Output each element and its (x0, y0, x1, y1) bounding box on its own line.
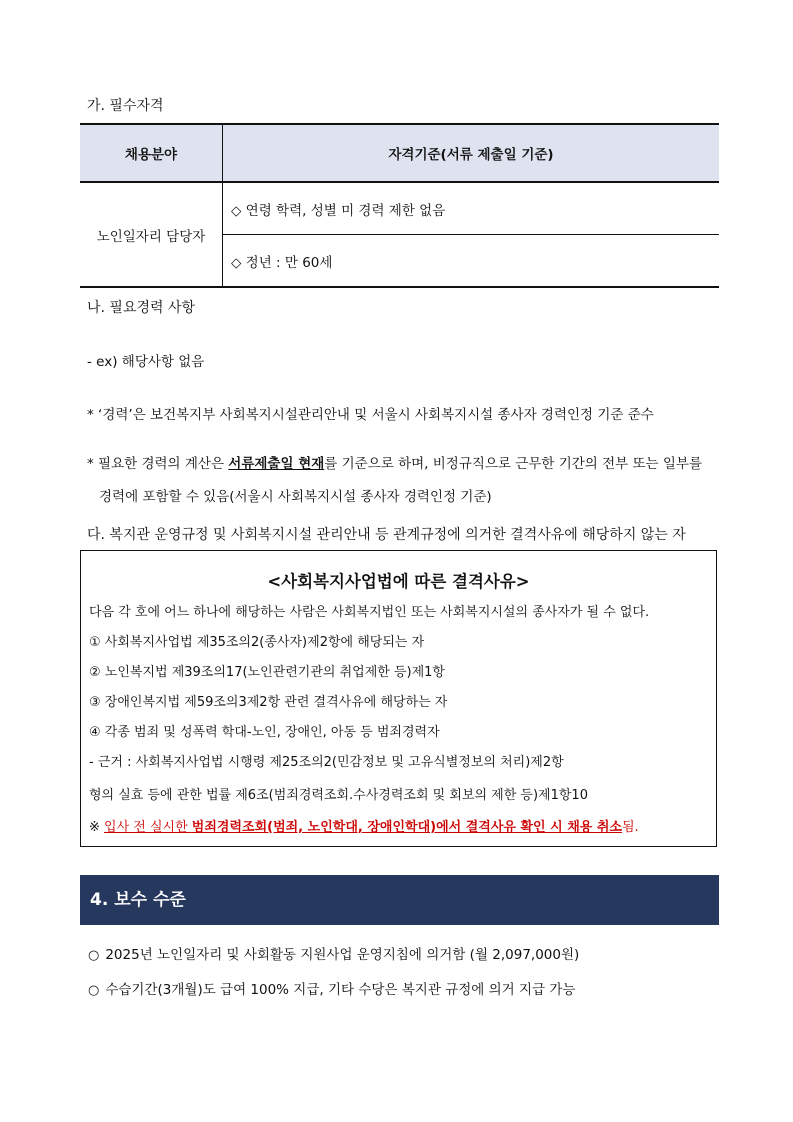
note2-post: 를 기준으로 하며, 비정규직으로 근무한 기간의 전부 또는 일부를 (324, 456, 702, 472)
disqualification-box (80, 550, 717, 847)
bullet-circle-icon: ○ (88, 983, 100, 998)
dq-item: ① 사회복지사업법 제35조의2(종사자)제2항에 해당되는 자 (89, 635, 425, 650)
section-na-heading: 나. 필요경력 사항 (87, 300, 196, 316)
warning-post: 됨. (621, 820, 639, 835)
note2-pre: * 필요한 경력의 계산은 (87, 456, 229, 472)
section-4-bar: 4. 보수 수준 (80, 875, 719, 925)
criteria-cell: ◇ 연령 학력, 성별 미 경력 제한 없음 (223, 182, 720, 235)
pay-item (88, 943, 579, 963)
pay-item-text: 수습기간(3개월)도 급여 100% 지급, 기타 수당은 복지관 규정에 의거 지급 가능 (105, 982, 576, 998)
header-field: 채용분야 (80, 124, 223, 182)
career-note-2-cont: 경력에 포함할 수 있음(서울시 사회복지시설 종사자 경력인정 기준) (99, 489, 492, 505)
career-note-1: * ‘경력’은 보건복지부 사회복지시설관리안내 및 서울시 사회복지시설 종사자 경력인정 기준 준수 (87, 407, 654, 423)
dq-basis-1: - 근거 : 사회복지사업법 시행령 제25조의2(민감정보 및 고유식별정보의 처리)제2항 (89, 755, 564, 770)
dq-item: ③ 장애인복지법 제59조의3제2항 관련 결격사유에 해당하는 자 (89, 695, 448, 710)
dq-item: ④ 각종 범죄 및 성폭력 학대-노인, 장애인, 아동 등 범죄경력자 (89, 725, 440, 740)
dq-title: <사회복지사업법에 따른 결격사유> (267, 572, 530, 591)
dq-warning (89, 816, 639, 835)
field-cell: 노인일자리 담당자 (80, 182, 223, 287)
ex-line: - ex) 해당사항 없음 (87, 354, 205, 370)
criteria-cell: ◇ 정년 : 만 60세 (223, 235, 720, 288)
qualification-table (80, 123, 719, 288)
note2-bold: 서류제출일 현재 (228, 456, 325, 472)
pay-item (88, 978, 575, 998)
dq-item: ② 노인복지법 제39조의17(노인관련기관의 취업제한 등)제1항 (89, 665, 445, 680)
warning-bold: 범죄경력조회(범죄, 노인학대, 장애인학대)에서 결격사유 확인 시 채용 취소 (191, 820, 622, 835)
table-row (80, 182, 719, 235)
career-note-2 (87, 452, 702, 472)
warning-mark: ※ (89, 820, 105, 835)
dq-basis-2: 형의 실효 등에 관한 법률 제6조(범죄경력조회.수사경력조회 및 회보의 제한 등)제1항10 (89, 788, 588, 803)
table-header-row (80, 124, 719, 182)
section-ga-heading: 가. 필수자격 (87, 98, 164, 114)
dq-intro: 다음 각 호에 어느 하나에 해당하는 사람은 사회복지법인 또는 사회복지시설의 종사자가 될 수 없다. (89, 605, 650, 620)
section-da-heading: 다. 복지관 운영규정 및 사회복지시설 관리안내 등 관계규정에 의거한 결격사유에 해당하지 않는 자 (87, 527, 686, 543)
header-criteria: 자격기준(서류 제출일 기준) (223, 124, 720, 182)
pay-item-text: 2025년 노인일자리 및 사회활동 지원사업 운영지침에 의거함 (월 2,097,000원) (105, 947, 580, 963)
bullet-circle-icon: ○ (88, 948, 100, 963)
warning-pre: 입사 전 실시한 (104, 820, 192, 835)
